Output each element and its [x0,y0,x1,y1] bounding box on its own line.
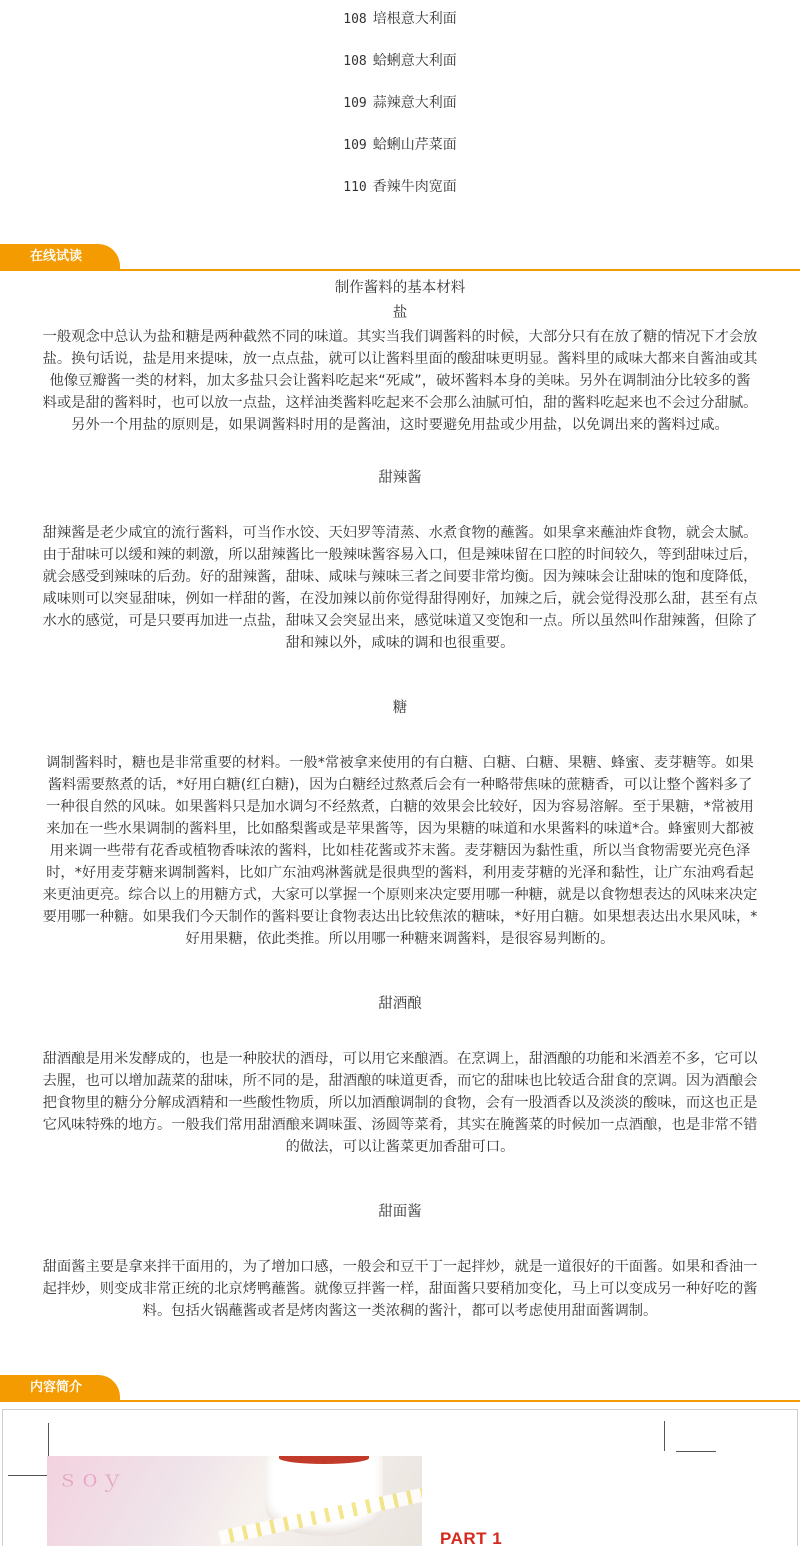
section-paragraph [0,326,800,436]
recipe-title: 香辣牛肉宽面 [372,179,457,195]
page-number: 108 [343,54,367,69]
paragraph-line: 就会感受到辣味的后劲。好的甜辣酱，甜味、咸味与辣味三者之间要非常均衡。因为辣味会让甜味的饱和度降低， [42,569,758,585]
crop-mark-icon [664,1421,677,1451]
page-number: 108 [343,12,367,27]
section-heading: 盐 [392,305,408,321]
paragraph-line: 把食物里的糖分分解成酒精和一些酸性物质，所以加酒酿调制的食物，会有一股酒香以及淡淡的酸味，而这也正是 [42,1095,758,1111]
section-heading: 甜酒酿 [378,996,422,1012]
paragraph-line: 盐。换句话说，盐是用来提味，放一点点盐，就可以让酱料里面的酸甜味更明显。酱料里的咸味大都来自酱油或其 [42,351,758,367]
recipe-list-item[interactable] [0,42,800,84]
paragraph-line: 甜和辣以外，咸味的调和也很重要。 [285,635,515,651]
recipe-list-item[interactable] [0,0,800,42]
page-number: 109 [343,96,367,111]
paragraph-line: 起拌炒，则变成非常正统的北京烤鸭蘸酱。就像豆拌酱一样，甜面酱只要稍加变化，马上可以变成另一种好吃的酱 [42,1281,758,1297]
paragraph-line: 的做法，可以让酱菜更加香甜可口。 [285,1139,515,1155]
recipe-title: 蛤蜊山芹菜面 [372,137,457,153]
paragraph-line: 料。包括火锅蘸酱或者是烤肉酱这一类浓稠的酱汁，都可以考虑使用甜面酱调制。 [142,1303,658,1319]
recipe-list-item[interactable] [0,84,800,126]
paragraph-line: 咸味则可以突显甜味，例如一样甜的酱，在没加辣以前你觉得甜得刚好，加辣之后，就会觉得没那么甜，甚至有点 [42,591,758,607]
section-heading: 甜面酱 [378,1204,422,1220]
paragraph-line: 料或是甜的酱料时，也可以放一点盐，这样油类酱料吃起来不会那么油腻可怕，甜的酱料吃起来也不会过分甜腻。 [42,395,758,411]
section-divider [0,1400,800,1402]
recipe-list-item[interactable] [0,168,800,210]
recipe-title: 蛤蜊意大利面 [372,53,457,69]
article [0,274,800,1322]
crop-mark-icon [676,1451,716,1454]
crop-mark-icon [8,1435,49,1476]
paragraph-line: 另外一个用盐的原则是，如果调酱料时用的是酱油，这时要避免用盐或少用盐，以免调出来的酱料过咸。 [71,417,729,433]
paragraph-line: 甜酒酿是用米发酵成的，也是一种胶状的酒母，可以用它来酿酒。在烹调上，甜酒酿的功能和米酒差不多，它可以 [42,1051,758,1067]
paragraph-line: 它风味特殊的地方。一般我们常用甜酒酿来调味蛋、汤圆等菜肴，其实在腌酱菜的时候加一点酒酿，也是非常不错 [42,1117,758,1133]
paragraph-line: 他像豆瓣酱一类的材料，加太多盐只会让酱料吃起来“死咸”，破坏酱料本身的美味。另外在调制油分比较多的酱 [49,373,751,389]
paragraph-line: 调制酱料时，糖也是非常重要的材料。一般*常被拿来使用的有白糖、白糖、白糖、果糖、蜂蜜、麦芽糖等。如果 [46,755,754,771]
recipe-list-item[interactable] [0,126,800,168]
section-heading: 糖 [392,700,408,716]
sauce-bowl-photo [47,1456,422,1546]
section-paragraph [0,752,800,950]
paragraph-line: 去腥，也可以增加蔬菜的甜味，所不同的是，甜酒酿的味道更香，而它的甜味也比较适合甜食的烹调。因为酒酿会 [42,1073,758,1089]
section-header-online-reading [0,244,800,271]
paragraph-line: 一般观念中总认为盐和糖是两种截然不同的味道。其实当我们调酱料的时候，大部分只有在放了糖的情况下才会放 [42,329,758,345]
page-number: 109 [343,138,367,153]
article-title: 制作酱料的基本材料 [334,280,466,296]
paragraph-line: 用来调一些带有花香或植物香味浓的酱料，比如桂花酱或芥末酱。麦芽糖因为黏性重，所以当食物需要光亮色泽 [49,843,751,859]
paragraph-line: 一种很自然的风味。如果酱料只是加水调匀不经熬煮，白糖的效果会比较好，因为容易溶解。至于果糖，*常被用 [46,799,754,815]
paragraph-line: 来加在一些水果调制的酱料里，比如酪梨酱或是苹果酱等，因为果糖的味道和水果酱料的味道*合。蜂蜜则大都被 [46,821,754,837]
page-number: 110 [343,180,367,195]
paragraph-line: 由于甜味可以缓和辣的刺激，所以甜辣酱比一般辣味酱容易入口，但是辣味留在口腔的时间较久，等到甜味过后， [42,547,758,563]
online-reading-tab: 在线试读 [0,244,120,269]
photo-decoration: ｓｏｙ [57,1467,124,1492]
section-paragraph [0,1256,800,1322]
section-divider [0,269,800,271]
paragraph-line: 甜面酱主要是拿来拌干面用的，为了增加口感，一般会和豆干丁一起拌炒，就是一道很好的干面酱。如果和香油一 [42,1259,758,1275]
paragraph-line: 时，*好用麦芽糖来调制酱料，比如广东油鸡淋酱就是很典型的酱料，利用麦芽糖的光泽和黏性，让广东油鸡看起 [46,865,754,881]
recipe-list [0,0,800,210]
section-header-content-intro [0,1375,800,1402]
content-intro-tab: 内容简介 [0,1375,120,1400]
paragraph-line: 好用果糖，依此类推。所以用哪一种糖来调酱料，是很容易判断的。 [185,931,615,947]
paragraph-line: 来更油更亮。综合以上的用糖方式，大家可以掌握一个原则来决定要用哪一种糖，就是以食物想表达的风味来决定 [42,887,758,903]
section-paragraph [0,522,800,654]
paragraph-line: 甜辣酱是老少咸宜的流行酱料，可当作水饺、天妇罗等清蒸、水煮食物的蘸酱。如果拿来蘸油炸食物，就会太腻。 [42,525,758,541]
recipe-title: 蒜辣意大利面 [372,95,457,111]
book-preview [0,1409,800,1546]
paragraph-line: 水水的感觉，可是只要再加进一点盐，甜味又会突显出来，感觉味道又变饱和一点。所以虽然叫作甜辣酱，但除了 [42,613,758,629]
section-paragraph [0,1048,800,1158]
section-heading: 甜辣酱 [378,470,422,486]
article-blocks [0,302,800,1322]
part-label: PART 1 [440,1529,503,1546]
paragraph-line: 要用哪一种糖。如果我们今天制作的酱料要让食物表达出比较焦浓的糖味，*好用白糖。如果想表达出水果风味，* [42,909,758,925]
paragraph-line: 酱料需要熬煮的话，*好用白糖(红白糖)，因为白糖经过熬煮后会有一种略带焦味的蔗糖香，可以让整个酱料多了 [47,777,753,793]
recipe-title: 培根意大利面 [372,11,457,27]
